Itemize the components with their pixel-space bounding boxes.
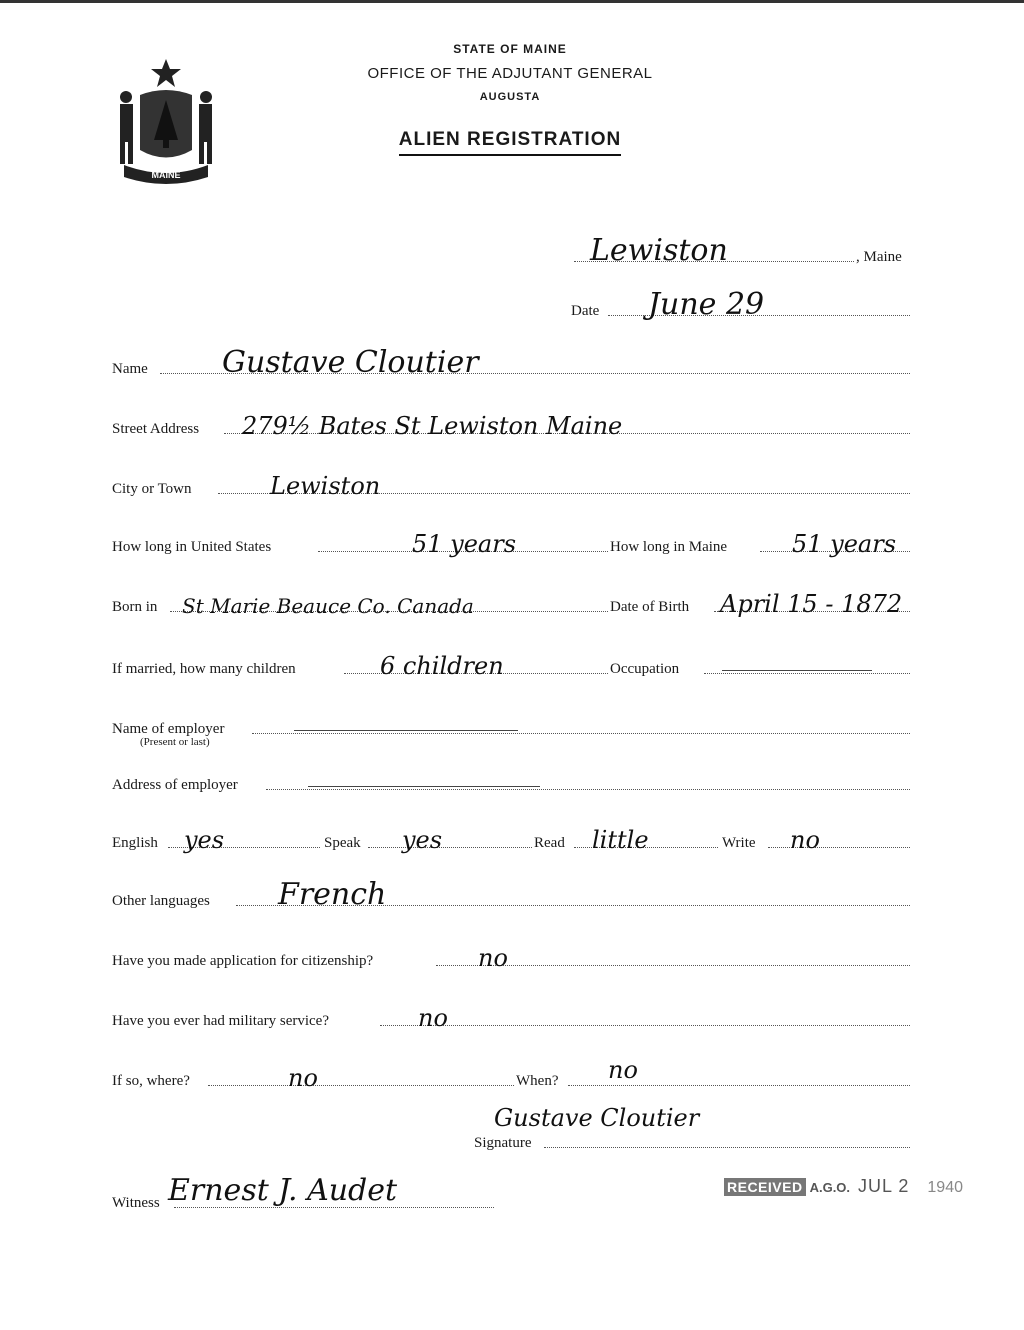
- write-value: no: [790, 826, 820, 854]
- speak-value: yes: [402, 826, 443, 854]
- header-office: OFFICE OF THE ADJUTANT GENERAL: [367, 65, 653, 82]
- header-city: AUGUSTA: [479, 91, 541, 103]
- maine-value: 51 years: [792, 530, 897, 558]
- employer-dash: [294, 730, 518, 731]
- date-value: June 29: [648, 287, 765, 322]
- dob-value: April 15 - 1872: [720, 590, 903, 618]
- form-header: [300, 42, 720, 156]
- speak-label: Speak: [324, 835, 361, 851]
- military-row: [112, 1004, 912, 1032]
- svg-text:MAINE: MAINE: [151, 170, 181, 180]
- witness-label: Witness: [112, 1195, 160, 1211]
- place-value: Lewiston: [590, 233, 728, 268]
- when-value: no: [608, 1056, 638, 1084]
- name-value: Gustave Cloutier: [222, 345, 479, 380]
- duration-row: [112, 530, 912, 558]
- employer-sublabel: (Present or last): [140, 736, 210, 748]
- born-label: Born in: [112, 599, 158, 615]
- citizenship-value: no: [478, 944, 508, 972]
- signature-label: Signature: [474, 1135, 532, 1151]
- received-stamp: [724, 1176, 963, 1197]
- signature-row: [112, 1126, 912, 1154]
- place-suffix: , Maine: [856, 249, 902, 265]
- city-value: Lewiston: [270, 472, 381, 500]
- us-value: 51 years: [412, 530, 517, 558]
- english-row: [112, 826, 912, 854]
- street-value: 279½ Bates St Lewiston Maine: [242, 412, 623, 440]
- where-row: [112, 1056, 912, 1092]
- employer-label: Name of employer: [112, 721, 225, 737]
- other-languages-label: Other languages: [112, 893, 210, 909]
- state-seal-icon: [110, 55, 222, 185]
- write-label: Write: [722, 835, 756, 851]
- english-label: English: [112, 835, 158, 851]
- read-value: little: [592, 826, 649, 854]
- children-value: 6 children: [380, 652, 504, 680]
- children-label: If married, how many children: [112, 661, 296, 677]
- signature-value: Gustave Cloutier: [494, 1104, 700, 1132]
- military-label: Have you ever had military service?: [112, 1013, 329, 1029]
- date-row: [112, 287, 912, 322]
- witness-value: Ernest J. Audet: [168, 1173, 398, 1208]
- stamp-year: 1940: [927, 1179, 963, 1196]
- top-border: [0, 0, 1024, 3]
- employer-address-label: Address of employer: [112, 777, 238, 793]
- occupation-dash: [722, 670, 872, 671]
- stamp-date: JUL 2: [858, 1176, 910, 1196]
- children-row: [112, 652, 912, 680]
- stamp-received: RECEIVED: [724, 1178, 806, 1196]
- born-row: [112, 590, 912, 618]
- citizenship-row: [112, 944, 912, 972]
- name-row: [112, 345, 912, 380]
- employer-address-dash: [308, 786, 540, 787]
- city-label: City or Town: [112, 481, 192, 497]
- dob-label: Date of Birth: [610, 599, 690, 615]
- employer-row: [112, 712, 912, 748]
- street-row: [112, 412, 912, 440]
- street-label: Street Address: [112, 421, 200, 437]
- place-row: [112, 233, 912, 268]
- stamp-office: A.G.O.: [809, 1180, 851, 1195]
- employer-address-row: [112, 768, 912, 796]
- english-value: yes: [184, 826, 225, 854]
- born-value: St Marie Beauce Co. Canada: [182, 594, 474, 618]
- name-label: Name: [112, 361, 148, 377]
- us-label: How long in United States: [112, 539, 272, 555]
- date-label: Date: [571, 303, 600, 319]
- where-value: no: [288, 1064, 318, 1092]
- other-languages-value: French: [278, 877, 387, 912]
- occupation-label: Occupation: [610, 661, 680, 677]
- where-label: If so, where?: [112, 1073, 190, 1089]
- read-label: Read: [534, 835, 565, 851]
- citizenship-label: Have you made application for citizenship?: [112, 953, 374, 969]
- other-languages-row: [112, 877, 912, 912]
- city-row: [112, 472, 912, 500]
- when-label: When?: [516, 1073, 559, 1089]
- form-title: ALIEN REGISTRATION: [399, 129, 621, 156]
- header-state: STATE OF MAINE: [453, 42, 567, 56]
- maine-label: How long in Maine: [610, 539, 728, 555]
- military-value: no: [418, 1004, 448, 1032]
